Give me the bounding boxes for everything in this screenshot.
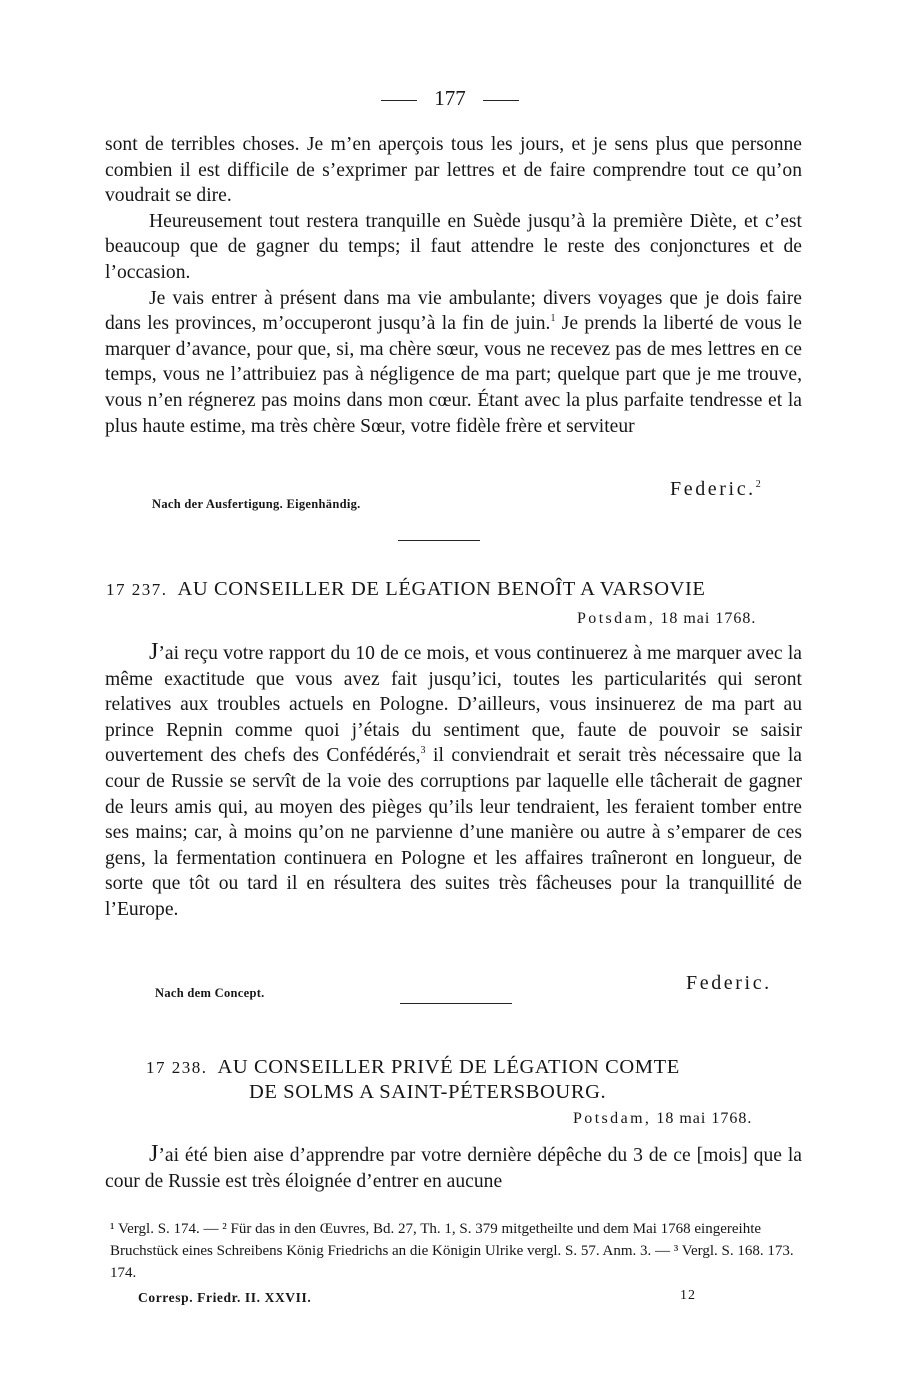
letter-title: AU CONSEILLER DE LÉGATION BENOÎT A VARSOVIE xyxy=(177,578,706,600)
footer-sheet-number: 12 xyxy=(680,1288,696,1303)
paragraph-3-part-a: Je vais entrer à présent dans ma vie ambulante; divers voyages que je dois faire dans les provinces, m’occuperont jusqu’à la fin de juin. xyxy=(105,287,802,335)
footer-signature-mark: Corresp. Friedr. II. XXVII. xyxy=(138,1290,312,1305)
footnote-text: ¹ Vergl. S. 174. — ² Für das in den Œuvres, Bd. 27, Th. 1, S. 379 mitgetheilte und dem Mai 1768 eingereihte Bruchstück eines Schreibens König Friedrichs an die Königin Ulrike vergl. S. 57. Anm. 3. — ³ Vergl. S. 168. 173. 174. xyxy=(110,1221,794,1281)
footnote-ref-1: 1 xyxy=(550,313,556,325)
letter-heading-17237 xyxy=(106,578,706,601)
footnotes xyxy=(110,1218,810,1284)
letter-heading-17238 xyxy=(146,1056,680,1079)
previous-letter-body xyxy=(105,132,802,439)
source-note-previous: Nach der Ausfertigung. Eigenhändig. xyxy=(152,497,361,511)
footnote-ref-2: 2 xyxy=(755,479,764,490)
dateline-place: Potsdam, xyxy=(573,1110,652,1127)
dateline-17237 xyxy=(577,610,756,628)
footnote-ref-3: 3 xyxy=(420,745,426,757)
dateline-17238 xyxy=(573,1110,752,1128)
section-divider xyxy=(400,1003,512,1004)
letter-text-part-a: ’ai reçu votre rapport du 10 de ce mois, et vous continuerez à me marquer avec la même exactitude que vous avez fait jusqu’ici, toutes les particularités qui seront relatives aux troubles actuels en Pologne. D’ailleurs, vous insinuerez de ma part au prince Repnin comme quoi j’étais du sentiment que, faute de pouvoir se saisir ouvertement des chefs des Confédérés, xyxy=(105,643,802,767)
letter-body-17238 xyxy=(105,1142,802,1194)
section-divider xyxy=(398,540,480,541)
page-number: 177 xyxy=(434,86,466,110)
letter-body-17237 xyxy=(105,640,802,923)
signature-text: Federic. xyxy=(670,478,756,500)
letter-title-line-1: AU CONSEILLER PRIVÉ DE LÉGATION COMTE xyxy=(217,1056,680,1078)
signature-17237: Federic. xyxy=(686,972,772,994)
initial-letter: J xyxy=(149,1141,159,1167)
dateline-date: 18 mai 1768. xyxy=(656,1110,753,1127)
header-dash-right xyxy=(483,100,519,101)
source-note-17237: Nach dem Concept. xyxy=(155,986,265,1000)
dateline-date: 18 mai 1768. xyxy=(660,610,757,627)
letter-text: ’ai été bien aise d’apprendre par votre dernière dépêche du 3 de ce [mois] que la cour de Russie est très éloignée d’entrer en aucune xyxy=(105,1145,802,1192)
letter-text-17237 xyxy=(105,640,802,923)
letter-text-part-b: il conviendrait et serait très nécessaire que la cour de Russie se servît de la voie des corruptions par laquelle elle tâcherait de gagner de leurs amis qui, au moyen des pièges qu’ils leur tendraient, les feraient tomber entre ses mains; car, à moins qu’on ne parvienne d’une manière ou autre à s’emparer de ces gens, la fermentation continuera en Pologne et les affaires traîneront en longueur, de sorte que tôt ou tard il en résultera des suites très fâcheuses pour la tranquillité de l’Europe. xyxy=(105,745,802,920)
dateline-place: Potsdam, xyxy=(577,610,656,627)
signature-previous xyxy=(670,478,763,501)
letter-text-17238 xyxy=(105,1142,802,1194)
paragraph-3 xyxy=(105,286,802,440)
paragraph-3-part-b: Je prends la liberté de vous le marquer d’avance, pour que, si, ma chère sœur, vous ne recevez pas de mes lettres en ce temps, vous ne l’attribuiez pas à négligence de ma part; quelque part que je me trouve, vous n’en régnerez pas moins dans mon cœur. Étant avec la plus parfaite tendresse et la plus haute estime, ma très chère Sœur, votre fidèle frère et serviteur xyxy=(105,313,802,437)
header-dash-left xyxy=(381,100,417,101)
page-header xyxy=(0,86,900,111)
paragraph-2: Heureusement tout restera tranquille en Suède jusqu’à la première Diète, et c’est beaucoup que de gagner du temps; il faut attendre le reste des conjonctures et de l’occasion. xyxy=(105,210,802,283)
letter-number: 17 238. xyxy=(146,1058,208,1077)
initial-letter: J xyxy=(149,639,159,665)
paragraph-1: sont de terribles choses. Je m’en aperçois tous les jours, et je sens plus que personne combien il est difficile de s’exprimer par lettres et de faire comprendre tout ce qu’on voudrait se dire. xyxy=(105,134,802,207)
letter-number: 17 237. xyxy=(106,580,168,599)
letter-title-line-2: DE SOLMS A SAINT-PÉTERSBOURG. xyxy=(249,1081,607,1103)
